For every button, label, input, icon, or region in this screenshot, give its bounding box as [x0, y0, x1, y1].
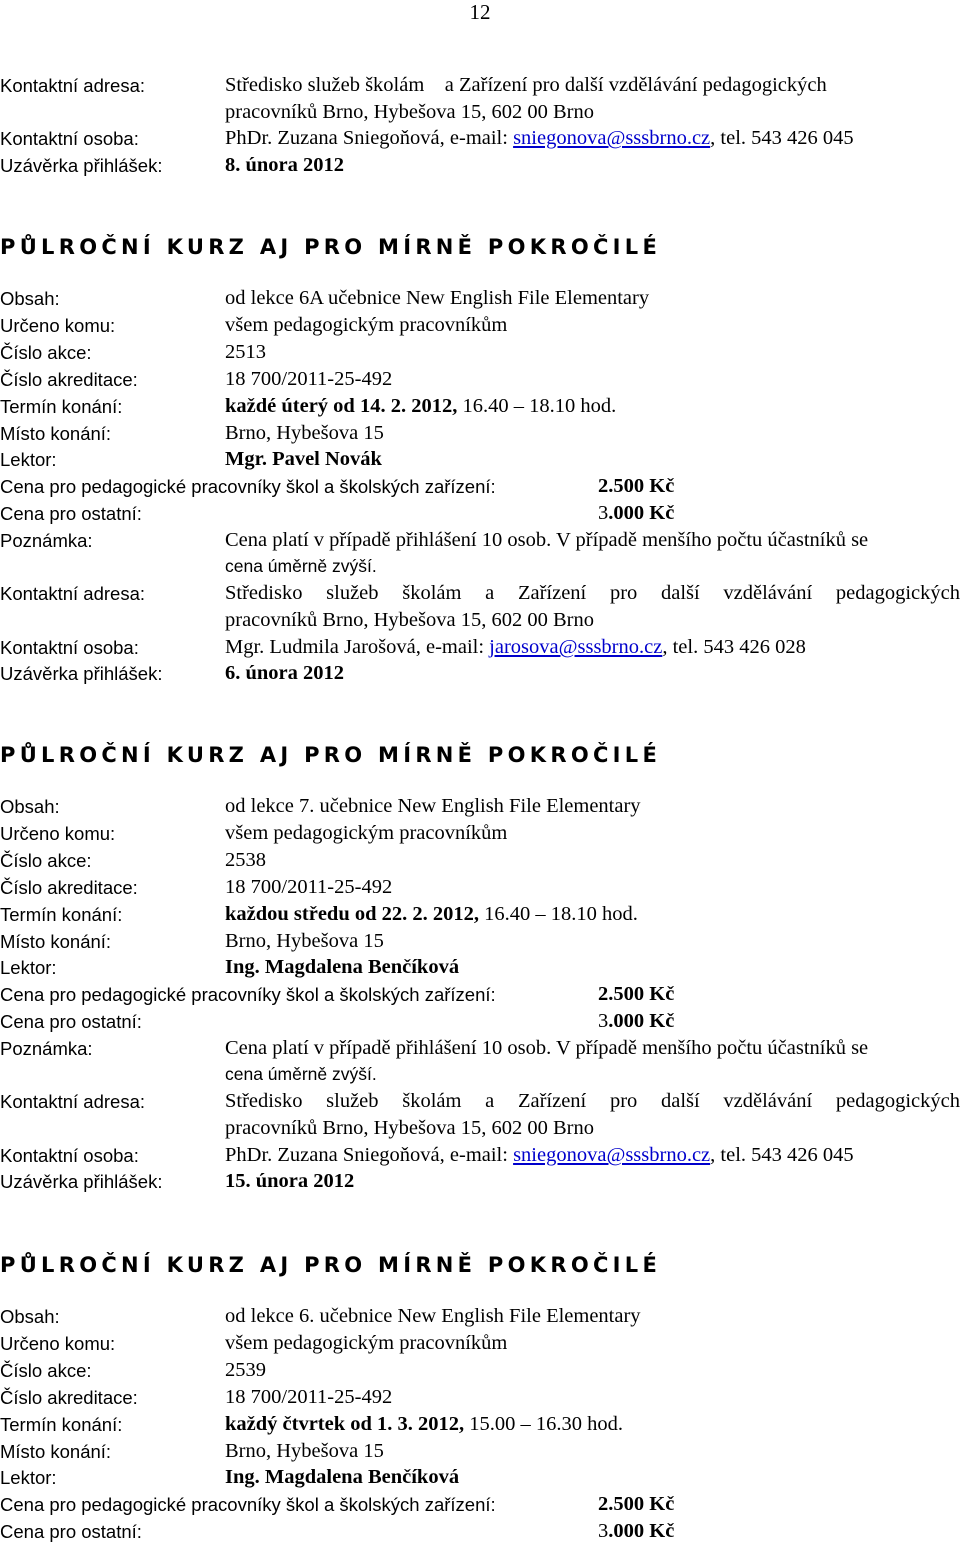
for-whom-value: všem pedagogickým pracovníkům [225, 314, 508, 336]
accreditation-value: 18 700/2011-25-492 [225, 876, 393, 898]
course-title: PŮLROČNÍ KURZ AJ PRO MÍRNĚ POKROČILÉ [0, 1253, 662, 1277]
term-value: každé úterý od 14. 2. 2012, 16.40 – 18.10 hod. [225, 395, 617, 417]
term-label: Termín konání: [0, 396, 123, 417]
price-ped-label: Cena pro pedagogické pracovníky škol a školských zařízení: [0, 984, 496, 1005]
content-value: od lekce 6A učebnice New English File Elementary [225, 287, 650, 309]
note-line2: cena úměrně zvýší. [225, 556, 377, 576]
for-whom-value: všem pedagogickým pracovníkům [225, 822, 508, 844]
address-label: Kontaktní adresa: [0, 1091, 146, 1112]
lecturer-value: Ing. Magdalena Benčíková [225, 1466, 460, 1488]
term-label: Termín konání: [0, 1414, 123, 1435]
lecturer-value: Ing. Magdalena Benčíková [225, 956, 460, 978]
term-label: Termín konání: [0, 904, 123, 925]
place-value: Brno, Hybešova 15 [225, 930, 384, 952]
price-other-label: Cena pro ostatní: [0, 503, 142, 524]
note-line1: Cena platí v případě přihlášení 10 osob. V případě menšího počtu účastníků se [225, 529, 869, 551]
note-label: Poznámka: [0, 530, 93, 551]
place-label: Místo konání: [0, 423, 112, 444]
price-ped-value: 2.500 Kč [598, 1493, 675, 1515]
lecturer-label: Lektor: [0, 449, 57, 470]
for-whom-label: Určeno komu: [0, 823, 116, 844]
term-value: každý čtvrtek od 1. 3. 2012, 15.00 – 16.30 hod. [225, 1413, 624, 1435]
action-no-value: 2513 [225, 341, 266, 363]
deadline-label: Uzávěrka přihlášek: [0, 663, 163, 684]
person-label: Kontaktní osoba: [0, 637, 139, 658]
action-no-label: Číslo akce: [0, 342, 92, 363]
content-value: od lekce 6. učebnice New English File Elementary [225, 1305, 641, 1327]
deadline-label: Uzávěrka přihlášek: [0, 1171, 163, 1192]
contact-person-label: Kontaktní osoba: [0, 128, 139, 149]
lecturer-value: Mgr. Pavel Novák [225, 448, 382, 470]
person-label: Kontaktní osoba: [0, 1145, 139, 1166]
content-value: od lekce 7. učebnice New English File Elementary [225, 795, 641, 817]
price-other-label: Cena pro ostatní: [0, 1521, 142, 1542]
accreditation-label: Číslo akreditace: [0, 369, 138, 390]
note-line1: Cena platí v případě přihlášení 10 osob. V případě menšího počtu účastníků se [225, 1037, 869, 1059]
price-other-value: 3.000 Kč [598, 1520, 675, 1542]
price-ped-label: Cena pro pedagogické pracovníky škol a školských zařízení: [0, 1494, 496, 1515]
price-other-value: 3.000 Kč [598, 502, 675, 524]
contact-email-link[interactable]: sniegonova@sssbrno.cz [513, 127, 711, 149]
price-other-value: 3.000 Kč [598, 1010, 675, 1032]
person-value: Mgr. Ludmila Jarošová, e-mail: jarosova@sssbrno.cz, tel. 543 426 028 [225, 636, 806, 658]
lecturer-label: Lektor: [0, 1467, 57, 1488]
note-label: Poznámka: [0, 1038, 93, 1059]
place-label: Místo konání: [0, 931, 112, 952]
price-other-label: Cena pro ostatní: [0, 1011, 142, 1032]
accreditation-label: Číslo akreditace: [0, 877, 138, 898]
course-title: PŮLROČNÍ KURZ AJ PRO MÍRNĚ POKROČILÉ [0, 743, 662, 767]
content-label: Obsah: [0, 288, 60, 309]
person-email-link[interactable]: jarosova@sssbrno.cz [489, 636, 663, 658]
place-label: Místo konání: [0, 1441, 112, 1462]
for-whom-label: Určeno komu: [0, 315, 116, 336]
deadline-value: 15. února 2012 [225, 1170, 355, 1192]
action-no-value: 2539 [225, 1359, 266, 1381]
action-no-label: Číslo akce: [0, 850, 92, 871]
contact-person-value: PhDr. Zuzana Sniegoňová, e-mail: sniegonova@sssbrno.cz, tel. 543 426 045 [225, 127, 854, 149]
address-line1: Středisko služeb školám a Zařízení pro další vzdělávání pedagogických [225, 582, 960, 604]
place-value: Brno, Hybešova 15 [225, 422, 384, 444]
content-label: Obsah: [0, 1306, 60, 1327]
address-line1: Středisko služeb školám a Zařízení pro další vzdělávání pedagogických [225, 1090, 960, 1112]
content-label: Obsah: [0, 796, 60, 817]
address-line2: pracovníků Brno, Hybešova 15, 602 00 Brno [225, 609, 594, 631]
place-value: Brno, Hybešova 15 [225, 1440, 384, 1462]
term-value: každou středu od 22. 2. 2012, 16.40 – 18.10 hod. [225, 903, 638, 925]
lecturer-label: Lektor: [0, 957, 57, 978]
deadline-value: 8. února 2012 [225, 154, 345, 176]
price-ped-label: Cena pro pedagogické pracovníky škol a školských zařízení: [0, 476, 496, 497]
price-ped-value: 2.500 Kč [598, 983, 675, 1005]
course-title: PŮLROČNÍ KURZ AJ PRO MÍRNĚ POKROČILÉ [0, 235, 662, 259]
action-no-label: Číslo akce: [0, 1360, 92, 1381]
address-line2: pracovníků Brno, Hybešova 15, 602 00 Brno [225, 1117, 594, 1139]
for-whom-label: Určeno komu: [0, 1333, 116, 1354]
note-line2: cena úměrně zvýší. [225, 1064, 377, 1084]
accreditation-value: 18 700/2011-25-492 [225, 1386, 393, 1408]
accreditation-value: 18 700/2011-25-492 [225, 368, 393, 390]
contact-address-label: Kontaktní adresa: [0, 75, 146, 96]
price-ped-value: 2.500 Kč [598, 475, 675, 497]
address-label: Kontaktní adresa: [0, 583, 146, 604]
person-value: PhDr. Zuzana Sniegoňová, e-mail: sniegonova@sssbrno.cz, tel. 543 426 045 [225, 1144, 854, 1166]
for-whom-value: všem pedagogickým pracovníkům [225, 1332, 508, 1354]
person-email-link[interactable]: sniegonova@sssbrno.cz [513, 1144, 711, 1166]
deadline-label: Uzávěrka přihlášek: [0, 155, 163, 176]
page-number: 12 [469, 0, 491, 24]
action-no-value: 2538 [225, 849, 266, 871]
deadline-value: 6. února 2012 [225, 662, 345, 684]
contact-address-line1: Středisko služeb školám a Zařízení pro další vzdělávání pedagogických [225, 74, 827, 96]
contact-address-line2: pracovníků Brno, Hybešova 15, 602 00 Brno [225, 101, 594, 123]
accreditation-label: Číslo akreditace: [0, 1387, 138, 1408]
